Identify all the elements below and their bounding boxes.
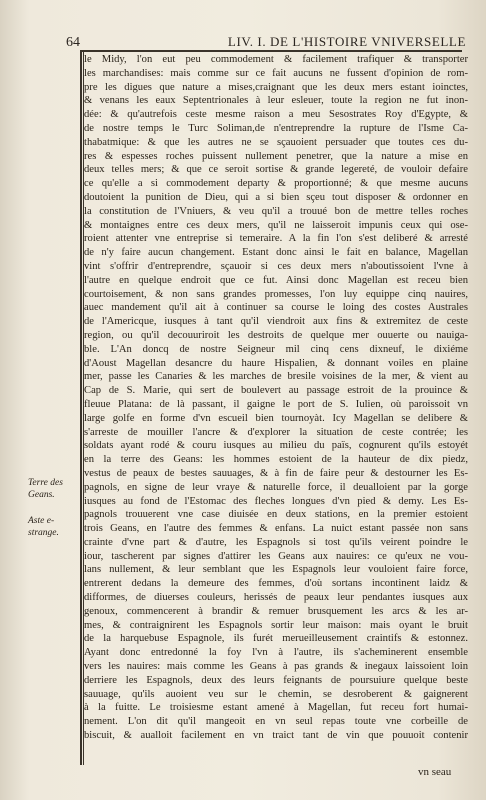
text-line: auec mandement qu'il ait à continuer sa course le loing des costes Australes	[84, 302, 468, 314]
body-text	[84, 53, 468, 743]
text-line: res & espesses roches puissent nullement penetrer, que la nature a mise en	[84, 150, 468, 162]
text-line: & montaignes entre ces deux mers, qu'il ne laisseroit impunis ceux qui ose-	[84, 219, 468, 231]
text-line: Cap de S. Marie, qui sert de boulevert au passage estroit de la prouince &	[84, 385, 468, 397]
text-line: à la fuitte. Le troisiesme estant amené à Magellan, fut receu fort humai-	[84, 702, 468, 714]
text-line: courtoisement, & non sans grandes promesses, l'on luy equippe cinq nauires,	[84, 288, 468, 300]
text-line: difformes, de diuerses couleurs, herissés de peaux leur pendantes iusques aux	[84, 592, 468, 604]
text-line: s'arreste de mouiller l'ancre & d'explorer la situation de ceste contrée; les	[84, 426, 468, 438]
text-line: mer, passe les Canaries & les marches de bresile voisines de la mer, & vient au	[84, 371, 468, 383]
text-line: iour, tascherent par signes d'attirer les Geans aux nauires: ce qu'eux ne vou-	[84, 550, 468, 562]
margin-note: Terre des Geans.	[28, 478, 63, 500]
text-line: genoux, commencerent à brandir & remuer brusquement les arcs & les ar-	[84, 605, 468, 617]
text-line: dée: & qu'autrefois ceste mesme raison a meu Sesostrates Roy d'Egypte, &	[84, 109, 468, 121]
text-line: pre les digues que nature a mises,craignant que les deux mers estant ioinctes,	[84, 81, 468, 93]
text-line: la constitution de l'Vniuers, & veu qu'il a trouué bon de mettre telles roches	[84, 205, 468, 217]
catchword: vn seau	[418, 766, 452, 778]
text-line: crainte d'vne part & d'autre, les Espagnols si tost qu'ils veirent poindre le	[84, 536, 468, 548]
text-line: l'autre en quelque endroit que ce fut. Ainsi donc Magellan est receu bien	[84, 274, 468, 286]
margin-rule	[80, 50, 82, 765]
text-line: en la terre des Geans: les hommes estoient de la hauteur de dix piedz,	[84, 454, 468, 466]
text-line: nement. L'on dit qu'il mangeoit en vn seul repas toute vne corbeille de	[84, 716, 468, 728]
text-line: sauuage, qu'ils auoient veu sur le chemin, se desroberent & gaignerent	[84, 688, 468, 700]
text-line: vestus de peaux de bestes sauuages, & à fin de faire peur & destourner les Es-	[84, 467, 468, 479]
text-line: iusques au fond de l'Estomac des fleches longues d'vn pied & demy. Les Es-	[84, 495, 468, 507]
running-title: LIV. I. DE L'HISTOIRE VNIVERSELLE	[227, 34, 466, 49]
text-line: thabatmique: & que les autres ne se sçauoient persuader que toutes ces du-	[84, 136, 468, 148]
text-line: & venans les eaux Septentrionales à leur esleuer, toute la region ne fut inon-	[84, 95, 468, 107]
text-line: de la harquebuse Espagnole, ils furét merueilleusement craintifs & estonnez.	[84, 633, 468, 645]
text-line: les marchandises: mais comme sur ce fait aucuns ne fussent d'opinion de rom-	[84, 67, 468, 79]
margin-note: Aste e-strange.	[28, 516, 59, 538]
text-line: roient attenter vne entreprise si temeraire. A la fin l'on s'est deliberé & arresté	[84, 233, 468, 245]
text-line: de n'y faire aucun changement. Estant donc ainsi le fait en balance, Magellan	[84, 247, 468, 259]
running-header	[66, 34, 466, 50]
text-line: vers les nauires: mais comme les Geans à pas grands & inegaux laissoient loin	[84, 661, 468, 673]
text-line: fleuue Platana: de là passant, il gaigne le port de S. Iulien, où paroissoit vn	[84, 398, 468, 410]
page-number: 64	[66, 35, 80, 50]
text-line: mes, & contraignirent les Espagnols sortir leur maison: mais oyant le bruit	[84, 619, 468, 631]
text-line: doutoient la punition de Dieu, qui a si bien sçeu tout disposer & ordonner en	[84, 191, 468, 203]
text-line: vint s'offrir d'entreprendre, sçauoir si ces deux mers n'aboutissoient l'vne à	[84, 260, 468, 272]
text-line: ble. L'An doncq de nostre Seigneur mil cinq cens dixneuf, le dixiéme	[84, 343, 468, 355]
text-line: derriere les Espagnols, deux des leurs feignants de poursuiure quelque beste	[84, 674, 468, 686]
text-line: lans nullement, & leur semblant que les Espagnols leur vouloient faire force,	[84, 564, 468, 576]
text-line: de l'Americque, iusques à tant qu'il viendroit aux fins & extremitez de ceste	[84, 316, 468, 328]
text-line: deux telles mers; & que ce seroit sortise & grande legereté, de vouloir defaire	[84, 164, 468, 176]
text-line: d'Aoust Magellan desancre du haure Hispalien, & donnant voiles en plaine	[84, 357, 468, 369]
text-line: large golfe en forme d'vn escueil bien tournoyàt. Icy Magellan se delibere &	[84, 412, 468, 424]
text-line: pagnols trouuerent vne case diuisée en deux stations, en la premier estoient	[84, 509, 468, 521]
text-line: entrerent dedans la demeure des femmes, d'où sortans incontinent laidz &	[84, 578, 468, 590]
text-line: soldats ayant rodé & couru iusques au milieu du païs, cognurent qu'ils estoyét	[84, 440, 468, 452]
text-line: Ayant donc entredonné la foy l'vn à l'autre, ils s'acheminerent ensemble	[84, 647, 468, 659]
text-line: de nostre temps le Turc Soliman,de n'entreprendre la rupture de l'Isme Ca-	[84, 122, 468, 134]
text-line: region, ou qu'il decouuriroit les destroits de quelque mer ouuerte ou nauiga-	[84, 329, 468, 341]
text-line: biscuit, & aualloit facilement en vn traict tant de vin que pouuoit contenir	[84, 730, 468, 742]
header-rule	[80, 50, 462, 52]
text-line: pagnols, en signe de leur vraye & naturelle force, il deualloient par la gorge	[84, 481, 468, 493]
text-line: le Midy, l'on eut peu commodement & facilement trafiquer & transporter	[84, 54, 468, 65]
text-line: trois Geans, en l'autre des femmes & enfans. La nuict estant passée non sans	[84, 523, 468, 535]
text-line: ce qu'elle a si commodement departy & proportionné; & que mesme aucuns	[84, 178, 468, 190]
margin-notes	[28, 477, 78, 553]
